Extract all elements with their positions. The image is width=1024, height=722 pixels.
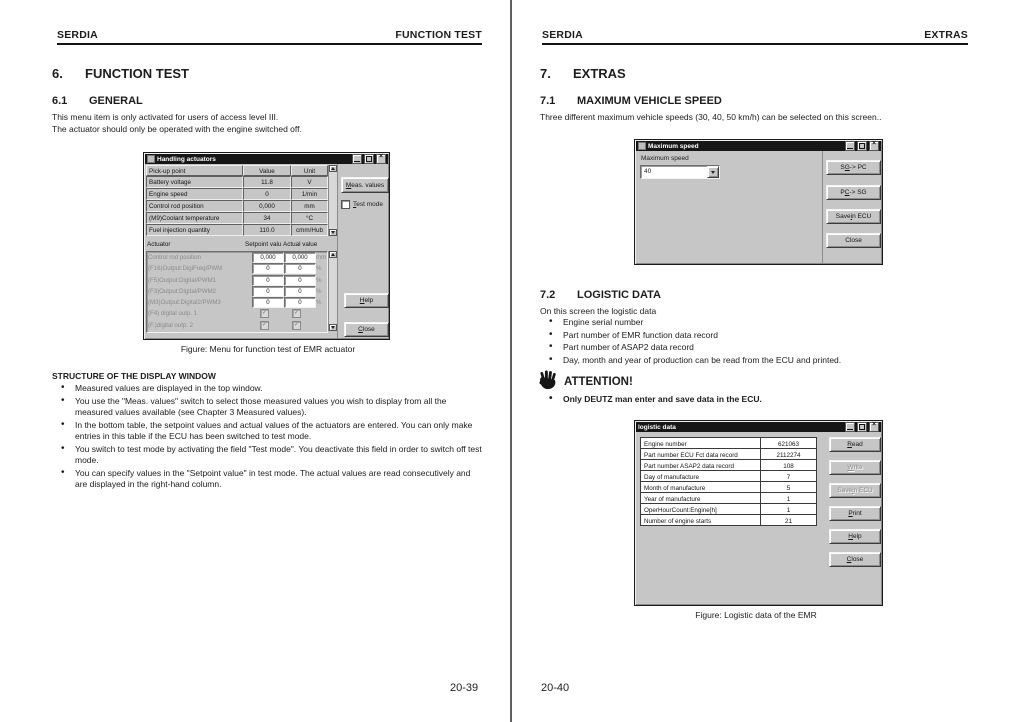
attention-bullet-list	[540, 394, 972, 407]
setpoint-field: 0	[252, 297, 284, 308]
write-button: W rite	[829, 460, 881, 475]
list-item: • Day, month and year of production can be read from the ECU and printed.	[540, 355, 972, 367]
maximize-icon	[857, 141, 867, 151]
close-icon: ×	[376, 154, 386, 164]
measured-unit: V	[291, 176, 328, 188]
actuator-label: (M3)Output:Digital2/PWM3	[148, 299, 221, 307]
actuator-check-row	[147, 320, 327, 331]
measured-value: 110.0	[243, 224, 291, 236]
actual-field: 0,000	[284, 252, 316, 263]
figure-caption-left: Figure: Menu for function test of EMR actuator	[180, 344, 356, 354]
actuator-check-row	[147, 308, 327, 319]
close-icon: ×	[869, 422, 879, 432]
logistic-value: 5	[760, 481, 817, 493]
section-6-1-title: GENERAL	[89, 95, 143, 107]
section-6-number: 6.	[52, 66, 63, 81]
logistic-bullet-list	[540, 317, 972, 367]
measured-unit: mm	[291, 200, 328, 212]
checked-checkbox-icon: ✓	[293, 310, 300, 317]
help-button: H elp	[829, 529, 881, 544]
section-6-1-intro	[52, 111, 484, 135]
logistic-label: Engine number	[640, 437, 761, 449]
maximum-speed-dialog	[634, 139, 883, 265]
scroll-up-icon	[329, 165, 337, 172]
col-unit: Unit	[291, 165, 328, 176]
measured-row	[146, 212, 328, 224]
measured-row	[146, 200, 328, 212]
maximum-speed-combobox	[640, 165, 720, 179]
logistic-label: OperHourCount:Engine[h]	[640, 503, 761, 515]
measured-label: Fuel injection quantity	[146, 224, 243, 236]
actuator-row	[147, 286, 327, 297]
logistic-value: 21	[760, 514, 817, 526]
section-6-heading	[52, 66, 189, 81]
read-button: R ead	[829, 437, 881, 452]
section-7-2-intro: On this screen the logistic data	[540, 306, 657, 316]
list-item: • You switch to test mode by activating the field "Test mode". You deactivate this field in order to switch off test mode.	[52, 444, 484, 467]
setpoint-field: 0	[252, 286, 284, 297]
section-7-1-title: MAXIMUM VEHICLE SPEED	[577, 95, 722, 107]
actuator-unit: mm	[316, 254, 327, 261]
structure-bullet-list	[52, 383, 484, 492]
list-item: • Engine serial number	[540, 317, 972, 329]
section-7-1-heading	[540, 95, 722, 107]
meas-values-button: M eas. values	[341, 177, 389, 193]
logistic-value: 1	[760, 492, 817, 504]
combobox-dropdown-icon	[707, 166, 719, 178]
measured-label: (M9)Coolant temperature	[146, 212, 243, 224]
actual-field: 0	[284, 297, 316, 308]
measured-label: Control rod position	[146, 200, 243, 212]
attention-hand-icon	[539, 370, 557, 390]
structure-heading: STRUCTURE OF THE DISPLAY WINDOW	[52, 371, 216, 381]
list-item: • You use the "Meas. values" switch to select those measured values you wish to display from all the measured values available (see Chapter 3 Measured values).	[52, 396, 484, 419]
scroll-down-icon	[329, 229, 337, 236]
actuator-label: (F3)Output:Digital/PWM2	[148, 287, 217, 295]
maximum-speed-title: Maximum speed	[648, 142, 699, 150]
page-number-right: 20-40	[541, 682, 570, 694]
logistic-label: Number of engine starts	[640, 514, 761, 526]
actuator-unit: %	[316, 299, 322, 307]
setpoint-field: 0	[252, 275, 284, 286]
intro-line-2: The actuator should only be operated with the engine switched off.	[52, 124, 302, 134]
section-7-title: EXTRAS	[573, 66, 626, 81]
measured-header-row	[146, 165, 328, 176]
combobox-value: 40	[644, 168, 652, 175]
scroll-up-icon	[329, 251, 337, 258]
col-actual: Actual value	[283, 241, 318, 248]
actuator-label: (F5)Output:Digital/PWM1	[148, 276, 217, 284]
logistic-data-title: logistic data	[638, 423, 676, 431]
checkbox-icon	[341, 200, 350, 209]
table-row	[640, 515, 818, 526]
measured-row	[146, 224, 328, 236]
section-7-1-intro: Three different maximum vehicle speeds (30, 40, 50 km/h) can be selected on this screen..	[540, 112, 882, 122]
panel-separator	[337, 164, 338, 338]
logistic-label: Part number ECU Fct data record	[640, 448, 761, 460]
checked-checkbox-icon: ✓	[293, 321, 300, 328]
checked-checkbox-icon: ✓	[261, 321, 268, 328]
actuator-row	[147, 252, 327, 263]
print-button: P rint	[829, 506, 881, 521]
list-item: • Part number of EMR function data record	[540, 330, 972, 342]
list-item: • Measured values are displayed in the top window.	[52, 383, 484, 395]
logistic-data-dialog	[634, 420, 883, 606]
logistic-value: 2112274	[760, 448, 817, 460]
measured-unit: °C	[291, 212, 328, 224]
actuator-label: Control rod position	[148, 254, 201, 261]
checked-checkbox-icon: ✓	[261, 310, 268, 317]
actuator-table-header	[146, 241, 328, 251]
actuator-table	[146, 251, 328, 333]
help-button: H elp	[344, 293, 389, 308]
right-header-title: SERDIA	[542, 29, 583, 41]
measured-value: 34	[243, 212, 291, 224]
measured-values-table	[146, 165, 328, 236]
maximize-icon	[364, 154, 374, 164]
logistic-label: Month of manufacture	[640, 481, 761, 493]
left-header-title: SERDIA	[57, 29, 98, 41]
minimize-icon	[845, 141, 855, 151]
right-running-header	[542, 29, 968, 45]
close-icon: ×	[869, 141, 879, 151]
panel-separator	[822, 151, 823, 263]
logistic-value: 108	[760, 459, 817, 471]
sg-to-pc-button: S G -> PC	[826, 160, 881, 175]
actuator-label: (F16)Output:DigiFreq/PWM	[148, 265, 223, 273]
maximize-icon	[857, 422, 867, 432]
actuator-label: (F.)digital outp. 2	[148, 321, 194, 329]
measured-value: 11.8	[243, 176, 291, 188]
setpoint-field: 0,000	[252, 252, 284, 263]
measured-unit: 1/min	[291, 188, 328, 200]
save-in-ecu-button: Save i n ECU	[829, 483, 881, 498]
logistic-label: Year of manufacture	[640, 492, 761, 504]
section-7-2-heading	[540, 289, 661, 301]
figure-caption-right: Figure: Logistic data of the EMR	[695, 610, 817, 620]
logistic-value: 1	[760, 503, 817, 515]
actuator-scrollbar	[328, 251, 337, 331]
logistic-value: 621063	[760, 437, 817, 449]
actual-field: 0	[284, 286, 316, 297]
col-pickup-point: Pick-up point	[146, 165, 243, 176]
list-item: • In the bottom table, the setpoint values and actual values of the actuators are entered. You can only make entries in this table if the ECU has been switched to test mode.	[52, 420, 484, 443]
page-number-left: 20-39	[450, 682, 479, 694]
test-mode-label: Test mode	[353, 201, 383, 208]
measured-row	[146, 188, 328, 200]
actuator-unit: %	[316, 287, 322, 295]
list-item: • You can specify values in the "Setpoint value" in test mode. The actual values are read consecutively and are displayed in the right-hand column.	[52, 468, 484, 491]
minimize-icon	[845, 422, 855, 432]
section-7-heading	[540, 66, 626, 81]
section-6-1-number: 6.1	[52, 95, 68, 107]
measured-value: 0,000	[243, 200, 291, 212]
close-button: C lose	[829, 552, 881, 567]
actuator-unit: %	[316, 276, 322, 284]
list-item: • Part number of ASAP2 data record	[540, 342, 972, 354]
list-item: • Only DEUTZ man enter and save data in the ECU.	[540, 394, 972, 406]
scroll-down-icon	[329, 324, 337, 331]
left-running-header	[57, 29, 482, 45]
handling-actuators-title: Handling actuators	[157, 155, 216, 163]
measured-label: Battery voltage	[146, 176, 243, 188]
window-icon	[147, 155, 155, 163]
pc-to-sg-button: P C -> SG	[826, 185, 881, 200]
col-setpoint: Setpoint valu	[245, 241, 282, 248]
actuator-row	[147, 297, 327, 308]
attention-heading: ATTENTION!	[564, 376, 633, 388]
section-7-number: 7.	[540, 66, 551, 81]
setpoint-field: 0	[252, 263, 284, 274]
measured-label: Engine speed	[146, 188, 243, 200]
intro-line-1: This menu item is only activated for users of access level III.	[52, 112, 279, 122]
logistic-label: Day of manufacture	[640, 470, 761, 482]
maximum-speed-field-label: Maximum speed	[641, 155, 689, 162]
right-header-chapter: EXTRAS	[924, 29, 968, 41]
logistic-data-titlebar	[636, 422, 881, 432]
actuator-row	[147, 263, 327, 274]
handling-actuators-titlebar	[145, 154, 388, 164]
close-button: C lose	[344, 322, 389, 337]
section-7-2-number: 7.2	[540, 289, 556, 301]
logistic-value: 7	[760, 470, 817, 482]
actual-field: 0	[284, 275, 316, 286]
page-left	[0, 0, 510, 722]
window-icon	[638, 142, 646, 150]
section-6-title: FUNCTION TEST	[85, 66, 189, 81]
page-right	[512, 0, 1024, 722]
logistic-label: Part number ASAP2 data record	[640, 459, 761, 471]
col-value: Value	[243, 165, 291, 176]
section-7-1-number: 7.1	[540, 95, 556, 107]
close-button: Close	[826, 233, 881, 248]
left-header-chapter: FUNCTION TEST	[395, 29, 482, 41]
maximum-speed-titlebar	[636, 141, 881, 151]
section-6-1-heading	[52, 95, 143, 107]
measured-scrollbar	[328, 165, 337, 236]
section-7-2-title: LOGISTIC DATA	[577, 289, 661, 301]
handling-actuators-dialog	[143, 152, 390, 340]
logistic-table	[640, 438, 818, 526]
actuator-label: (F4) digital outp. 1	[148, 310, 198, 318]
actual-field: 0	[284, 263, 316, 274]
actuator-row	[147, 275, 327, 286]
measured-unit: cmm/Hub	[291, 224, 328, 236]
test-mode-checkbox	[341, 200, 383, 209]
save-in-ecu-button: Save i n ECU	[826, 209, 881, 224]
actuator-unit: %	[316, 265, 322, 273]
minimize-icon	[352, 154, 362, 164]
measured-row	[146, 176, 328, 188]
measured-value: 0	[243, 188, 291, 200]
col-actuator: Actuator	[147, 241, 171, 248]
